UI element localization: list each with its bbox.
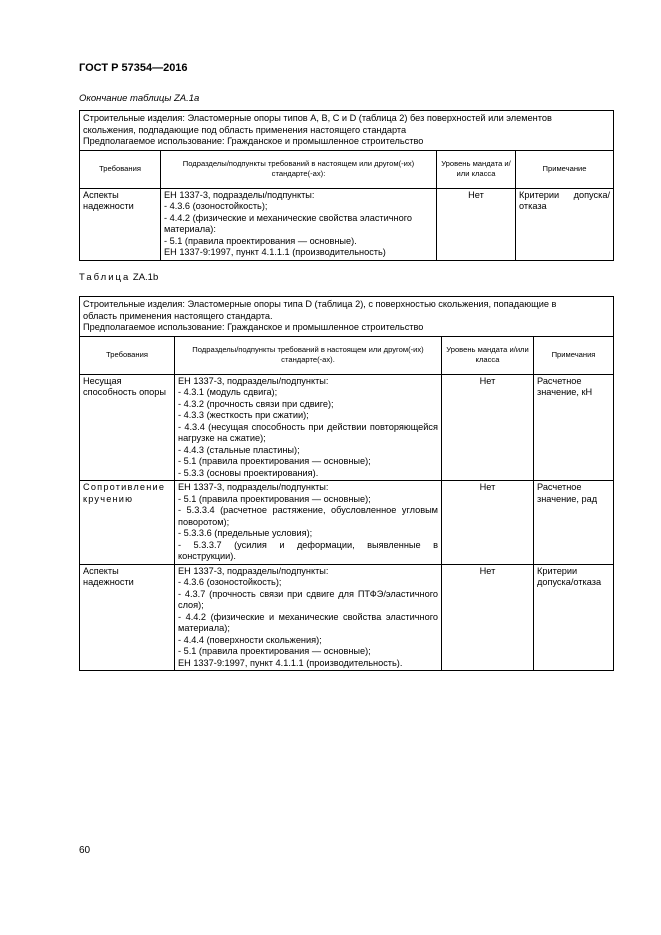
table-a-caption: Окончание таблицы ZA.1a xyxy=(79,93,200,104)
table-a-intro-line: Строительные изделия: Эластомерные опоры типов А, В, С и D (таблица 2) без поверхностей или элементов xyxy=(83,113,552,123)
table-b-intro-line: Предполагаемое использование: Гражданское и промышленное строительство xyxy=(83,322,424,332)
table-b-caption-id: ZA.1b xyxy=(132,272,159,283)
table-a-intro-line: скольжения, подпадающие под область применения настоящего стандарта xyxy=(83,124,407,135)
clause-line: - 4.4.2 (физические и механические свойства эластичного материала): xyxy=(164,212,412,234)
column-header: Подразделы/подпункты требований в настоящем или другом(-их) стандарте(-ах): xyxy=(161,150,437,188)
table-a-header-row xyxy=(80,150,614,188)
level-cell: Нет xyxy=(442,564,534,671)
note-cell: Расчетное значение, кН xyxy=(534,374,614,481)
clauses-cell xyxy=(161,188,437,260)
clause-line: ЕН 1337-9:1997, пункт 4.1.1.1 (производительность) xyxy=(164,247,386,257)
table-a-intro xyxy=(80,111,614,151)
table-row xyxy=(80,564,614,671)
clause-line: - 4.4.4 (поверхности скольжения); xyxy=(178,634,322,645)
note-cell: Критерии допуска/отказа xyxy=(516,188,614,260)
requirement-cell: Аспекты надежности xyxy=(80,564,175,671)
table-b-intro-line: область применения настоящего стандарта. xyxy=(83,310,273,321)
level-cell: Нет xyxy=(442,481,534,565)
clause-line: - 5.1 (правила проектирования — основные); xyxy=(178,456,371,466)
clause-line: - 5.3.3.7 (усилия и деформации, выявленные в конструкции). xyxy=(178,539,438,561)
clause-line: - 4.3.3 (жесткость при сжатии); xyxy=(178,410,309,420)
note-cell: Расчетное значение, рад xyxy=(534,481,614,565)
column-header: Примечание xyxy=(516,150,614,188)
level-cell: Нет xyxy=(437,188,516,260)
clause-line: ЕН 1337-3, подразделы/подпункты: xyxy=(178,482,329,492)
table-a-intro-line: Предполагаемое использование: Гражданское и промышленное строительство xyxy=(83,136,424,146)
clause-line: - 4.3.4 (несущая способность при действии повторяющейся нагрузке на сжатие); xyxy=(178,421,438,443)
column-header: Уровень мандата и/или класса xyxy=(437,150,516,188)
clause-line: - 4.3.1 (модуль сдвига); xyxy=(178,387,278,397)
clause-line: ЕН 1337-3, подразделы/подпункты: xyxy=(164,189,315,200)
table-row xyxy=(80,188,614,260)
table-b-intro-line: Строительные изделия: Эластомерные опоры типа D (таблица 2), с поверхностью скольжения, попадающие в xyxy=(83,299,557,309)
table-za1b xyxy=(79,296,614,671)
clause-line: - 5.1 (правила проектирования — основные); xyxy=(178,646,371,656)
table-b-caption xyxy=(79,272,158,283)
table-row xyxy=(80,481,614,565)
clause-line: ЕН 1337-3, подразделы/подпункты: xyxy=(178,375,329,386)
clause-line: - 5.3.3 (основы проектирования). xyxy=(178,467,319,478)
table-a-intro-row xyxy=(80,111,614,151)
table-row xyxy=(80,374,614,481)
clause-line: - 4.4.3 (стальные пластины); xyxy=(178,444,300,455)
clauses-cell xyxy=(175,481,442,565)
clauses-cell xyxy=(175,564,442,671)
page-number: 60 xyxy=(79,845,91,856)
clause-line: - 5.1 (правила проектирования — основные); xyxy=(178,493,371,504)
table-za1a xyxy=(79,110,614,261)
requirement-cell: Сопротивление кручению xyxy=(80,481,175,565)
table-b-header-row xyxy=(80,336,614,374)
column-header: Уровень мандата и/или класса xyxy=(442,336,534,374)
column-header: Требования xyxy=(80,336,175,374)
clauses-cell xyxy=(175,374,442,481)
clause-line: - 4.3.6 (озоностойкость); xyxy=(178,577,282,587)
column-header: Требования xyxy=(80,150,161,188)
document-header: ГОСТ Р 57354—2016 xyxy=(79,62,188,74)
clause-line: ЕН 1337-9:1997, пункт 4.1.1.1 (производительность). xyxy=(178,657,403,668)
clause-line: - 4.3.6 (озоностойкость); xyxy=(164,201,268,211)
clause-line: - 4.4.2 (физические и механические свойства эластичного материала); xyxy=(178,611,438,633)
table-b-caption-word: Таблица xyxy=(79,272,131,283)
column-header: Подразделы/подпункты требований в настоящем или другом(-их) стандарте(-ах). xyxy=(175,336,442,374)
clause-line: - 5.3.3.6 (предельные условия); xyxy=(178,528,313,538)
requirement-cell: Несущая способность опоры xyxy=(80,374,175,481)
clause-line: - 5.3.3.4 (расчетное растяжение, обусловленное угловым поворотом); xyxy=(178,505,438,527)
clause-line: - 4.3.2 (прочность связи при сдвиге); xyxy=(178,398,334,409)
table-b-intro xyxy=(80,297,614,337)
requirement-cell: Аспекты надежности xyxy=(80,188,161,260)
column-header: Примечания xyxy=(534,336,614,374)
clause-line: ЕН 1337-3, подразделы/подпункты: xyxy=(178,565,329,576)
clause-line: - 5.1 (правила проектирования — основные). xyxy=(164,235,357,246)
note-cell: Критерии допуска/отказа xyxy=(534,564,614,671)
table-b-intro-row xyxy=(80,297,614,337)
clause-line: - 4.3.7 (прочность связи при сдвиге для ПТФЭ/эластичного слоя); xyxy=(178,588,438,610)
level-cell: Нет xyxy=(442,374,534,481)
